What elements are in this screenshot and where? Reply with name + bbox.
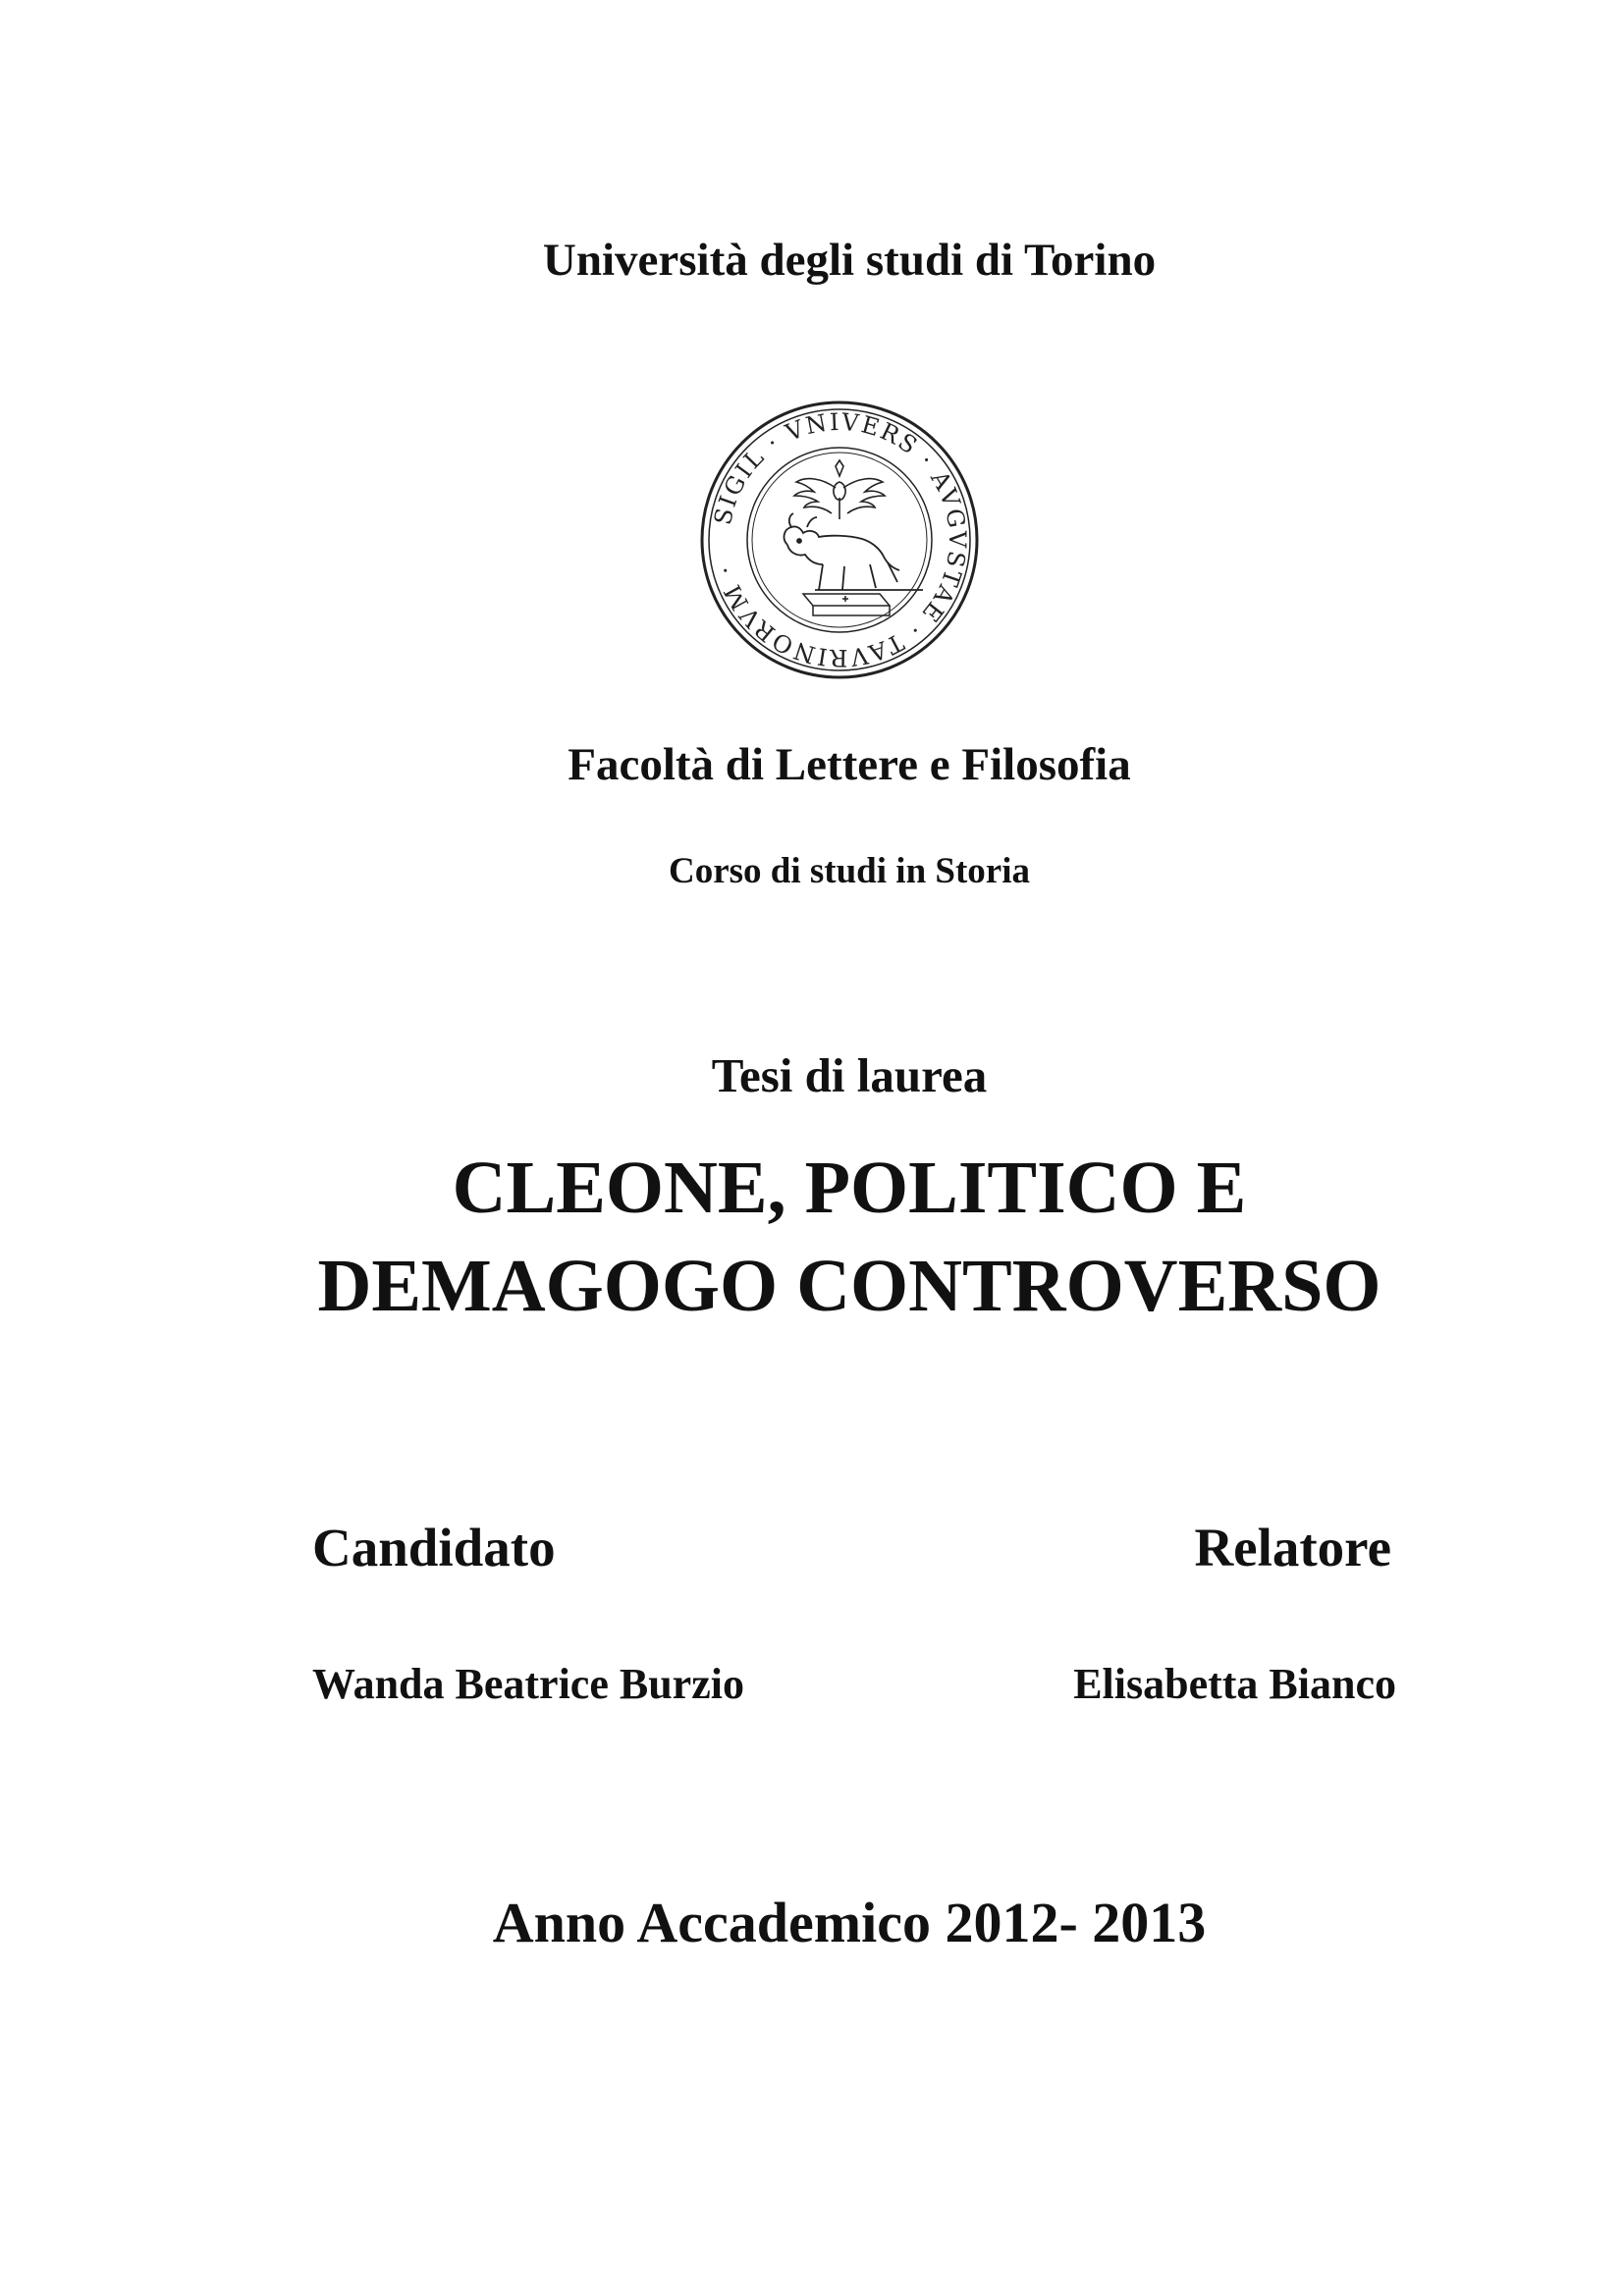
academic-year: Anno Accademico 2012- 2013 [492, 1891, 1207, 1954]
candidate-name: Wanda Beatrice Burzio [312, 1660, 744, 1708]
supervisor-label: Relatore [1194, 1518, 1391, 1577]
thesis-title-line-1: CLEONE, POLITICO E [452, 1147, 1247, 1229]
university-name: Università degli studi di Torino [542, 235, 1157, 286]
faculty-name: Facoltà di Lettere e Filosofia [568, 739, 1131, 790]
thesis-title [37, 1139, 1624, 1335]
supervisor-name: Elisabetta Bianco [1073, 1660, 1396, 1708]
course-name: Corso di studi in Storia [668, 851, 1030, 891]
seal-legend: SIGIL · VNIVERS · AVGVSTAE · TAVRINORVM · [708, 407, 972, 672]
university-seal-icon [697, 398, 982, 682]
thesis-label: Tesi di laurea [711, 1048, 988, 1102]
candidate-label: Candidato [312, 1518, 556, 1577]
thesis-title-line-2: DEMAGOGO CONTROVERSO [317, 1245, 1381, 1327]
